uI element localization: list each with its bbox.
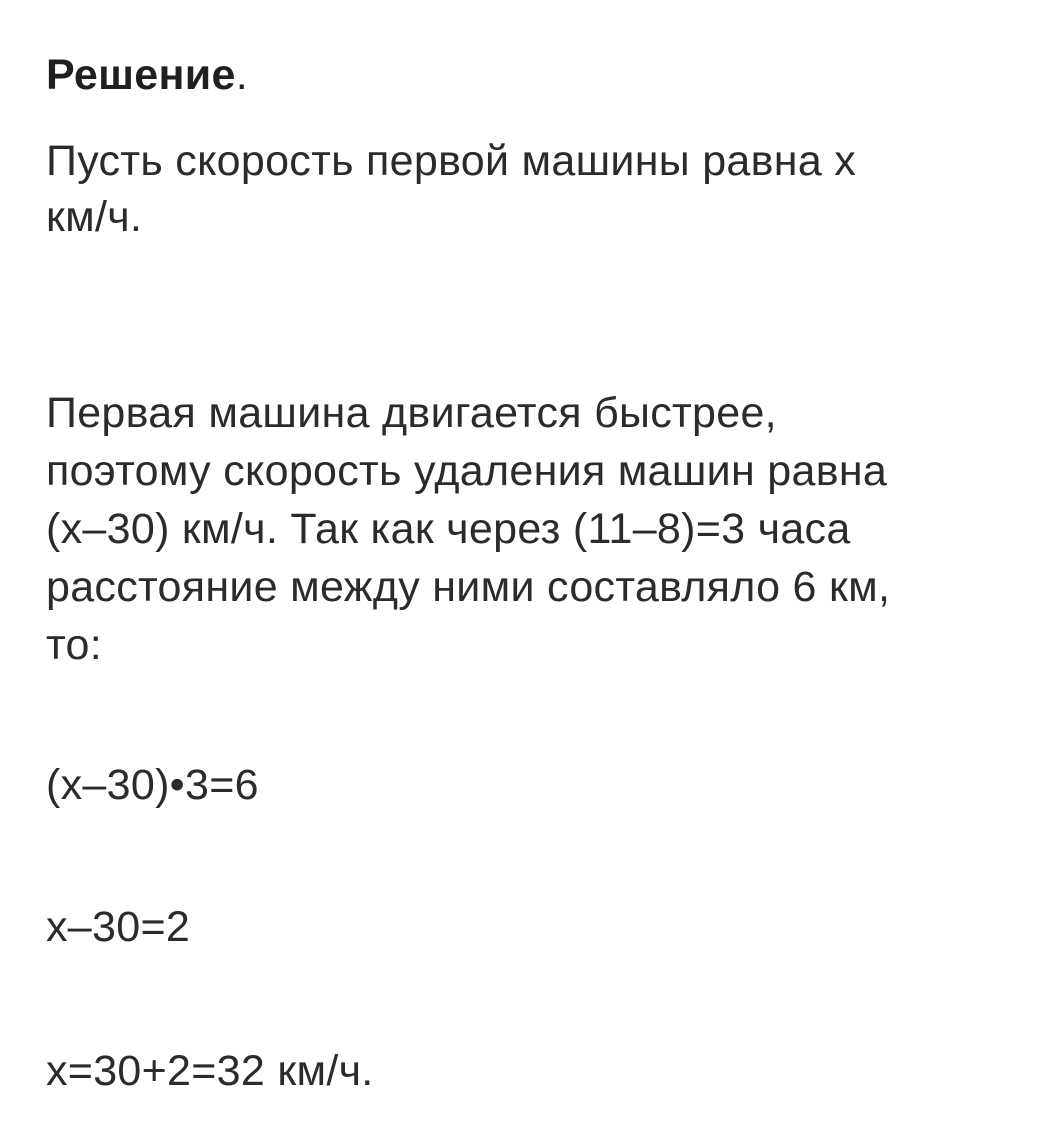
paragraph1-line2: км/ч.	[46, 193, 143, 241]
paragraph2-line5: то:	[46, 621, 102, 669]
paragraph2-line2: поэтому скорость удаления машин равна	[46, 447, 888, 495]
paragraph2-line3: (х–30) км/ч. Так как через (11–8)=3 часа	[46, 505, 851, 553]
paragraph2-line4: расстояние между ними составляло 6 км,	[46, 563, 891, 611]
solution-heading	[46, 51, 248, 99]
equation-2: х–30=2	[46, 903, 191, 951]
paragraph1-line1: Пусть скорость первой машины равна х	[46, 137, 857, 185]
paragraph2-line1: Первая машина двигается быстрее,	[46, 389, 777, 437]
heading-punctuation: .	[235, 51, 248, 99]
equation-3: х=30+2=32 км/ч.	[46, 1047, 374, 1095]
equation-1: (х–30)•3=6	[46, 761, 259, 809]
heading-text: Решение	[46, 51, 236, 99]
